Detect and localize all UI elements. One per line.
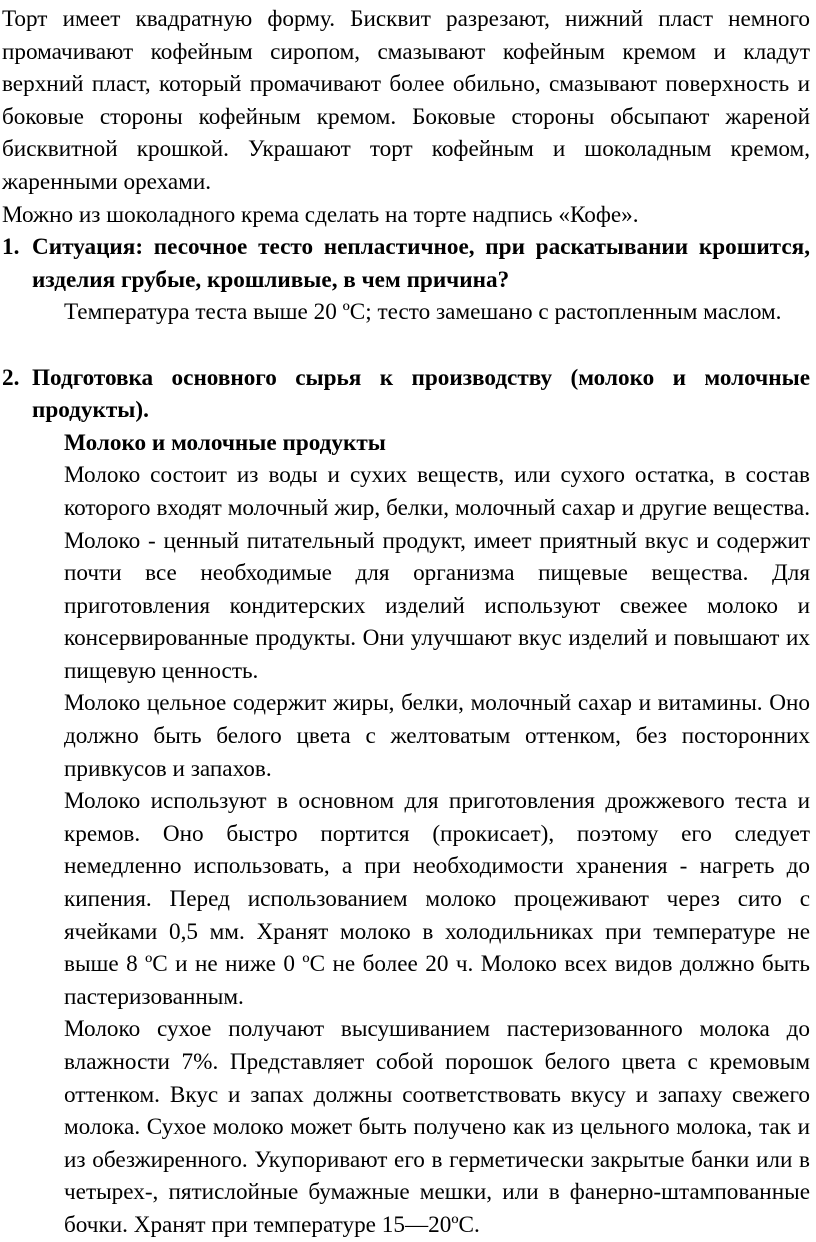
list-item-preparation [2,362,810,427]
situation-answer: Температура теста выше 20 ºС; тесто замешано с растопленным маслом. [64,299,782,326]
preparation-heading: Подготовка основного сырья к производству (молоко и молочные продукты). [32,364,810,424]
paragraph-milk-intro: Молоко состоит из воды и сухих веществ, или сухого остатка, в состав которого входят молочный жир, белки, молочный сахар и другие вещества. Молоко - ценный питательный продукт, имеет приятный вкус и содержит почти все необходимые для организма пищевые вещества. Для приготовления кондитерских изделий используют свежее молоко и консервированные продукты. Они улучшают вкус изделий и повышают их пищевую ценность. [64,462,810,684]
paragraph-whole-milk: Молоко цельное содержит жиры, белки, молочный сахар и витамины. Оно должно быть белого цвета с желтоватым оттенком, без посторонних привкусов и запахов. [64,690,810,782]
paragraph-milk-use: Молоко используют в основном для приготовления дрожжевого теста и кремов. Оно быстро портится (прокисает), поэтому его следует немедленно использовать, а при необходимости хранения - нагреть до кипения. Перед использованием молоко процеживают через сито с ячейками 0,5 мм. Хранят молоко в холодильниках при температуре не выше 8 ºС и не ниже 0 ºС не более 20 ч. Молоко всех видов должно быть пастеризованным. [64,788,810,1010]
list-number: 2. [2,364,20,391]
list-number: 1. [2,234,20,261]
situation-heading: Ситуация: песочное тесто непластичное, при раскатывании крошится, изделия грубые, крошливые, в чем причина? [32,234,810,293]
list-item-situation [2,231,810,296]
paragraph-cake-assembly: Торт имеет квадратную форму. Бисквит разрезают, нижний пласт немного промачивают кофейным сиропом, смазывают кофейным кремом и кладут верхний пласт, который промачивают более обильно, смазывают поверхность и боковые стороны кофейным кремом. Боковые стороны обсыпают жареной бисквитной крошкой. Украшают торт кофейным и шоколадным кремом, жаренными орехами. [2,6,810,195]
blank-line [2,329,810,362]
paragraph-inscription: Можно из шоколадного крема сделать на торте надпись «Кофе». [2,201,639,228]
section-subheading: Молоко и молочные продукты [64,429,386,456]
paragraph-dry-milk: Молоко сухое получают высушиванием пастеризованного молока до влажности 7%. Представляет собой порошок белого цвета с кремовым оттенком. Вкус и запах должны соответствовать вкусу и запаху свежего молока. Сухое молоко может быть получено как из цельного молока, так и из обезжиренного. Укупоривают его в герметически закрытые банки или в четырех-, пятислойные бумажные мешки, или в фанерно-штампованные бочки. Хранят при температуре 15—20ºС. [64,1016,810,1238]
